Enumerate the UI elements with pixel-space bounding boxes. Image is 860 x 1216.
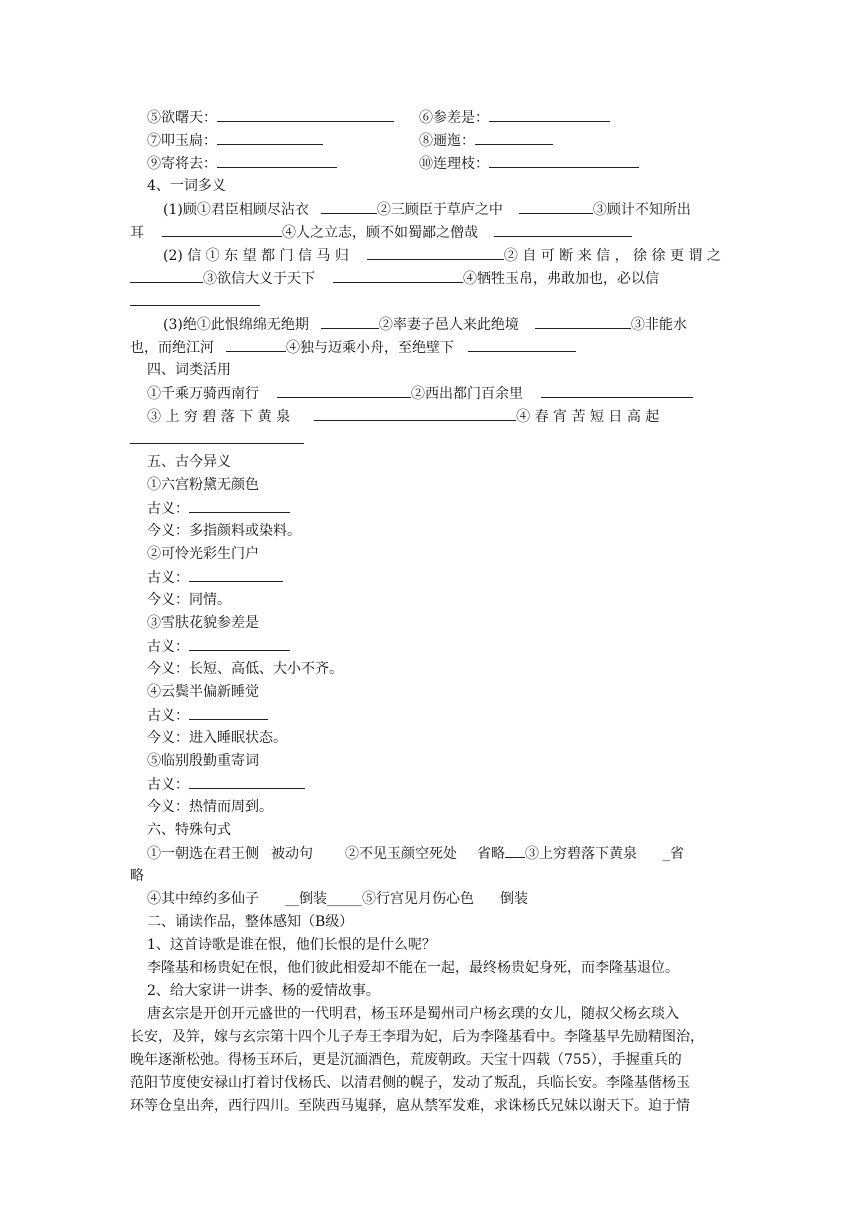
paragraph-line: 环等仓皇出奔，西行四川。至陕西马嵬驿，扈从禁军发难，求诛杨氏兄妹以谢天下。迫于情 xyxy=(130,1098,690,1114)
polysemy-jue-line2: 也，而绝江河 ④独与迈乘小舟，至绝壁下 xyxy=(130,337,576,358)
section-heading: 四、词类活用 xyxy=(147,362,231,378)
polysemy-xin-line3 xyxy=(130,291,260,312)
answer-blank xyxy=(217,130,323,145)
vocab-item-7: ⑦叩玉扃： xyxy=(147,130,323,151)
modern-meaning: 今义：热情而周到。 xyxy=(147,799,273,815)
answer-blank xyxy=(321,199,377,214)
ancient-modern-item: ②可怜光彩生门户 xyxy=(147,546,259,562)
answer-blank xyxy=(489,153,639,168)
modern-meaning: 今义：长短、高低、大小不齐。 xyxy=(147,661,343,677)
ancient-meaning: 古义： xyxy=(147,567,283,588)
answer-blank xyxy=(475,130,553,145)
answer-blank xyxy=(130,291,260,306)
answer: 李隆基和杨贵妃在恨，他们彼此相爱却不能在一起，最终杨贵妃身死，而李隆基退位。 xyxy=(147,960,679,976)
vocab-item-9: ⑨寄将去： xyxy=(147,153,337,174)
answer-blank xyxy=(162,222,282,237)
answer-blank xyxy=(130,429,304,444)
ancient-meaning: 古义： xyxy=(147,498,290,519)
answer-blank xyxy=(217,153,337,168)
answer-blank xyxy=(314,406,516,421)
paragraph-line: 长安，及笄，嫁与玄宗第十四个儿子寿王李瑁为妃，后为李隆基看中。李隆基早先励精图治， xyxy=(130,1029,704,1045)
answer-blank xyxy=(541,383,693,398)
answer-blank xyxy=(130,268,203,283)
answer-blank xyxy=(367,245,504,260)
answer-blank xyxy=(505,843,525,858)
ancient-meaning: 古义： xyxy=(147,636,290,657)
word-class-line2: ③ 上 穷 碧 落 下 黄 泉 ④ 春 宵 苦 短 日 高 起 xyxy=(147,406,659,427)
polysemy-xin-line2: ③欲信大义于天下 ④牺牲玉帛，弗敢加也，必以信 xyxy=(130,268,659,289)
word-class-line3 xyxy=(130,429,304,450)
answer-blank xyxy=(189,636,290,651)
question: 1、这首诗歌是谁在恨，他们长恨的是什么呢？ xyxy=(147,937,436,953)
polysemy-gu-line2: 耳 ④人之立志，顾不如蜀鄙之僧哉 xyxy=(130,222,632,243)
paragraph-line: 晚年逐渐松弛。得杨玉环后，更是沉湎酒色，荒废朝政。天宝十四载（755），手握重兵的 xyxy=(130,1052,682,1068)
answer-blank xyxy=(535,314,631,329)
answer-blank xyxy=(277,383,411,398)
modern-meaning: 今义：进入睡眠状态。 xyxy=(147,730,287,746)
vocab-item-5: ⑤欲曙天： xyxy=(147,107,394,128)
answer-blank xyxy=(519,199,593,214)
vocab-item-8: ⑧逦迤： xyxy=(419,130,553,151)
section-heading: 五、古今异义 xyxy=(147,454,231,470)
answer-blank xyxy=(189,774,305,789)
answer-blank xyxy=(494,222,632,237)
special-sentence-line3: ④其中绰约多仙子 __倒装_____⑤行宫见月伤心色 倒装 xyxy=(147,891,528,907)
polysemy-jue-line1: (3)绝①此恨绵绵无绝期 ②率妻子邑人来此绝境 ③非能水 xyxy=(163,314,687,335)
question: 2、给大家讲一讲李、杨的爱情故事。 xyxy=(147,983,380,999)
modern-meaning: 今义：多指颜料或染料。 xyxy=(147,523,301,539)
modern-meaning: 今义：同情。 xyxy=(147,592,231,608)
ancient-modern-item: ①六宫粉黛无颜色 xyxy=(147,477,259,493)
answer-blank xyxy=(321,314,379,329)
vocab-item-10: ⑩连理枝： xyxy=(419,153,639,174)
ancient-meaning: 古义： xyxy=(147,774,305,795)
answer-blank xyxy=(189,567,283,582)
special-sentence-line2: 略 xyxy=(130,868,144,884)
section-heading: 二、诵读作品，整体感知（B级） xyxy=(147,914,354,930)
answer-blank xyxy=(226,337,286,352)
vocab-item-6: ⑥参差是： xyxy=(419,107,610,128)
word-class-line1: ①千乘万骑西南行 ②西出都门百余里 xyxy=(147,383,693,404)
ancient-modern-item: ⑤临别殷勤重寄词 xyxy=(147,753,259,769)
polysemy-gu-line1: (1)顾①君臣相顾尽沾衣 ②三顾臣于草庐之中 ③顾计不知所出 xyxy=(163,199,691,220)
answer-blank xyxy=(217,107,394,122)
answer-blank xyxy=(189,498,290,513)
ancient-modern-item: ④云鬓半偏新睡觉 xyxy=(147,684,259,700)
answer-blank xyxy=(333,268,463,283)
paragraph-line: 唐玄宗是开创开元盛世的一代明君，杨玉环是蜀州司户杨玄璞的女儿，随叔父杨玄琰入 xyxy=(147,1006,679,1022)
ancient-meaning: 古义： xyxy=(147,705,268,726)
paragraph-line: 范阳节度使安禄山打着讨伐杨氏、以清君侧的幌子，发动了叛乱，兵临长安。李隆基偕杨玉 xyxy=(130,1075,690,1091)
answer-blank xyxy=(189,705,268,720)
section-heading: 4、一词多义 xyxy=(147,178,226,194)
polysemy-xin-line1: (2) 信 ① 东 望 都 门 信 马 归 ② 自 可 断 来 信 ， 徐 徐 更 谓 之 xyxy=(163,245,721,266)
ancient-modern-item: ③雪肤花貌参差是 xyxy=(147,615,259,631)
answer-blank xyxy=(489,107,610,122)
answer-blank xyxy=(468,337,576,352)
section-heading: 六、特殊句式 xyxy=(147,822,231,838)
special-sentence-line1: ①一朝选在君王侧 被动句 ②不见玉颜空死处 省略 ③上穷碧落下黄泉 _省 xyxy=(147,843,684,864)
